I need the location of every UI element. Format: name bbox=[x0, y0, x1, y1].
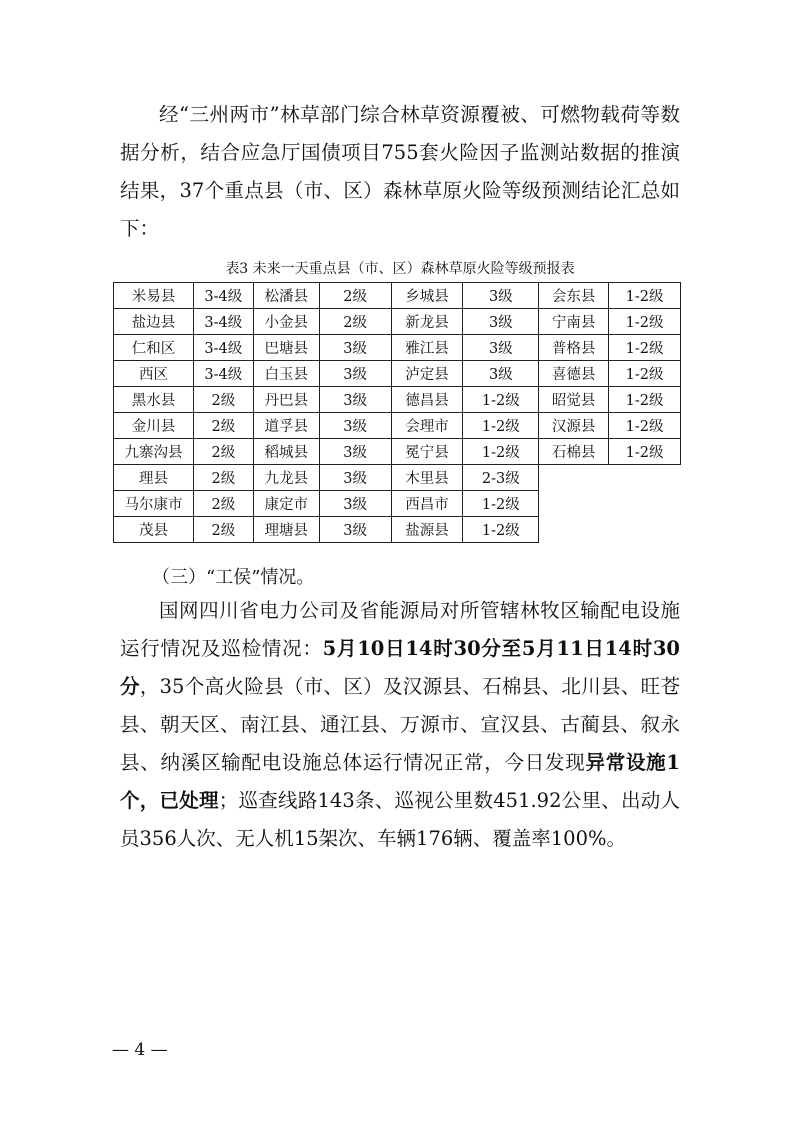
intro-paragraph: 经“三州两市”林草部门综合林草资源覆被、可燃物载荷等数据分析，结合应急厅国债项目755套火险因子监测站数据的推演结果，37个重点县（市、区）森林草原火险等级预测结论汇总如下： bbox=[120, 103, 680, 240]
county-name-cell: 米易县 bbox=[114, 283, 194, 309]
risk-level-cell: 3级 bbox=[319, 439, 391, 465]
risk-level-cell: 3级 bbox=[463, 361, 539, 387]
county-name-cell: 仁和区 bbox=[114, 335, 194, 361]
table-row bbox=[114, 335, 681, 361]
risk-level-cell: 1-2级 bbox=[609, 335, 681, 361]
table-row bbox=[114, 361, 681, 387]
risk-level-cell: 3级 bbox=[319, 387, 391, 413]
risk-level-cell: 3级 bbox=[319, 335, 391, 361]
risk-level-cell: 3级 bbox=[463, 309, 539, 335]
county-name-cell: 金川县 bbox=[114, 413, 194, 439]
county-name-cell: 白玉县 bbox=[253, 361, 319, 387]
risk-level-cell: 1-2级 bbox=[463, 413, 539, 439]
table-row bbox=[114, 309, 681, 335]
risk-level-cell: 2级 bbox=[319, 283, 391, 309]
risk-level-cell: 3级 bbox=[463, 335, 539, 361]
county-name-cell: 黑水县 bbox=[114, 387, 194, 413]
county-name-cell: 松潘县 bbox=[253, 283, 319, 309]
county-name-cell: 稻城县 bbox=[253, 439, 319, 465]
county-name-cell: 康定市 bbox=[253, 491, 319, 517]
risk-level-cell: 3级 bbox=[319, 465, 391, 491]
risk-level-cell: 3级 bbox=[319, 413, 391, 439]
county-name-cell: 理塘县 bbox=[253, 517, 319, 543]
risk-level-cell: 3-4级 bbox=[193, 283, 253, 309]
county-name-cell: 汉源县 bbox=[539, 413, 609, 439]
risk-level-cell: 1-2级 bbox=[463, 517, 539, 543]
risk-level-cell: 3-4级 bbox=[193, 335, 253, 361]
risk-level-cell: 1-2级 bbox=[463, 387, 539, 413]
county-name-cell: 宁南县 bbox=[539, 309, 609, 335]
risk-level-cell: 2级 bbox=[193, 491, 253, 517]
risk-level-cell: 2级 bbox=[193, 439, 253, 465]
county-name-cell: 马尔康市 bbox=[114, 491, 194, 517]
county-name-cell: 普格县 bbox=[539, 335, 609, 361]
risk-level-cell: 1-2级 bbox=[609, 439, 681, 465]
county-name-cell: 喜德县 bbox=[539, 361, 609, 387]
county-name-cell: 西区 bbox=[114, 361, 194, 387]
risk-level-cell: 3级 bbox=[319, 517, 391, 543]
table-row bbox=[114, 283, 681, 309]
risk-level-cell: 2级 bbox=[193, 465, 253, 491]
county-name-cell: 石棉县 bbox=[539, 439, 609, 465]
county-name-cell: 丹巴县 bbox=[253, 387, 319, 413]
county-name-cell: 理县 bbox=[114, 465, 194, 491]
risk-level-cell: 2级 bbox=[193, 387, 253, 413]
table-row bbox=[114, 465, 681, 491]
page-number: — 4 — bbox=[112, 1040, 168, 1060]
county-name-cell: 小金县 bbox=[253, 309, 319, 335]
county-name-cell: 道孚县 bbox=[253, 413, 319, 439]
risk-level-cell: 2级 bbox=[193, 517, 253, 543]
empty-cell bbox=[539, 465, 681, 543]
county-name-cell: 九龙县 bbox=[253, 465, 319, 491]
section-subheading: （三）“工侯”情况。 bbox=[152, 567, 315, 588]
table-caption: 表3 未来一天重点县（市、区）森林草原火险等级预报表 bbox=[225, 261, 575, 277]
risk-level-cell: 3-4级 bbox=[193, 309, 253, 335]
county-name-cell: 会理市 bbox=[391, 413, 463, 439]
county-name-cell: 木里县 bbox=[391, 465, 463, 491]
risk-level-cell: 1-2级 bbox=[463, 439, 539, 465]
county-name-cell: 乡城县 bbox=[391, 283, 463, 309]
risk-level-cell: 1-2级 bbox=[609, 309, 681, 335]
text-segment: ；巡查线路143条、巡视公里数451.92公里、出动人员356人次、无人机15架次、车辆176辆、覆盖率100%。 bbox=[120, 789, 680, 850]
risk-level-cell: 1-2级 bbox=[463, 491, 539, 517]
county-name-cell: 德昌县 bbox=[391, 387, 463, 413]
power-facility-paragraph bbox=[120, 592, 680, 858]
risk-level-cell: 3级 bbox=[319, 361, 391, 387]
county-name-cell: 茂县 bbox=[114, 517, 194, 543]
county-name-cell: 会东县 bbox=[539, 283, 609, 309]
text-segment: 国网四川省电力公司及省能源局对所管辖林牧区输配电设施运行情况及巡检情况： bbox=[120, 599, 680, 660]
county-name-cell: 盐源县 bbox=[391, 517, 463, 543]
county-name-cell: 雅江县 bbox=[391, 335, 463, 361]
county-name-cell: 西昌市 bbox=[391, 491, 463, 517]
risk-level-cell: 1-2级 bbox=[609, 413, 681, 439]
risk-level-cell: 2-3级 bbox=[463, 465, 539, 491]
table-row bbox=[114, 439, 681, 465]
risk-level-cell: 1-2级 bbox=[609, 283, 681, 309]
risk-level-cell: 3级 bbox=[463, 283, 539, 309]
county-name-cell: 泸定县 bbox=[391, 361, 463, 387]
text-segment: ，35个高火险县（市、区）及汉源县、石棉县、北川县、旺苍县、朝天区、南江县、通江县、万源市、宣汉县、古蔺县、叙永县、纳溪区输配电设施总体运行情况正常，今日发现 bbox=[120, 675, 680, 774]
table-row bbox=[114, 413, 681, 439]
county-name-cell: 巴塘县 bbox=[253, 335, 319, 361]
fire-risk-table bbox=[113, 282, 681, 543]
county-name-cell: 昭觉县 bbox=[539, 387, 609, 413]
risk-level-cell: 2级 bbox=[193, 413, 253, 439]
risk-level-cell: 1-2级 bbox=[609, 361, 681, 387]
risk-level-cell: 1-2级 bbox=[609, 387, 681, 413]
county-name-cell: 冕宁县 bbox=[391, 439, 463, 465]
risk-level-cell: 2级 bbox=[319, 309, 391, 335]
risk-level-cell: 3级 bbox=[319, 491, 391, 517]
bold-text-segment: 异常设施1个，已处理 bbox=[120, 751, 680, 812]
table-row bbox=[114, 387, 681, 413]
county-name-cell: 盐边县 bbox=[114, 309, 194, 335]
bold-text-segment: 5月10日14时30分至5月11日14时30分 bbox=[120, 637, 680, 698]
county-name-cell: 新龙县 bbox=[391, 309, 463, 335]
county-name-cell: 九寨沟县 bbox=[114, 439, 194, 465]
risk-level-cell: 3-4级 bbox=[193, 361, 253, 387]
